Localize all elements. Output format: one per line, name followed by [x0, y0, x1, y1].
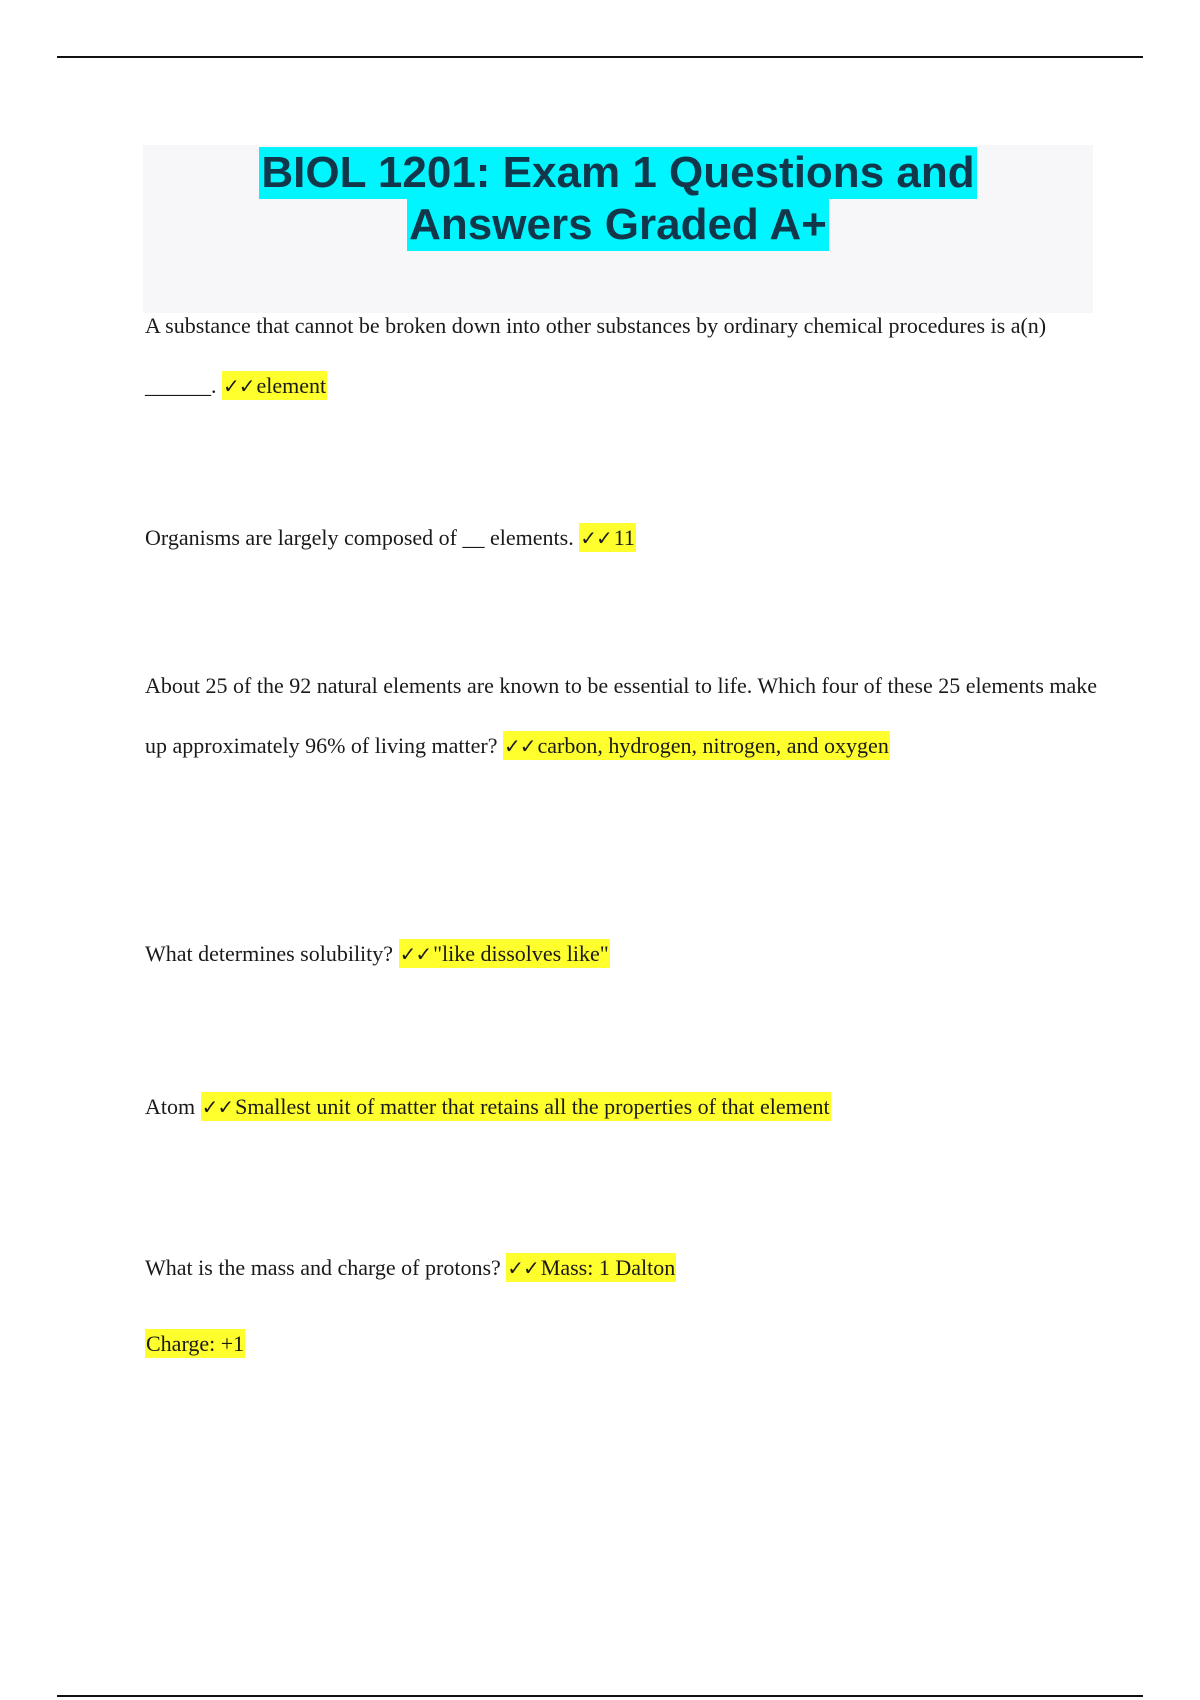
question-text: What is the mass and charge of protons? [145, 1255, 501, 1280]
answer-text: element [256, 373, 327, 398]
question-text: Atom [145, 1094, 196, 1119]
page-title-line-2: Answers Graded A+ [409, 200, 827, 249]
bottom-rule [57, 1695, 1143, 1697]
answer-text: "like dissolves like" [433, 941, 609, 966]
question-text: A substance that cannot be broken down into other substances by ordinary chemical procedures is a(n) ______. [145, 313, 1047, 398]
page-title-line-1: BIOL 1201: Exam 1 Questions and [261, 148, 975, 197]
answer-text: carbon, hydrogen, nitrogen, and oxygen [537, 733, 889, 758]
qa-item [145, 296, 1105, 416]
double-check-icon: ✓✓ [507, 1256, 539, 1280]
answer-highlight [506, 1253, 676, 1282]
qa-item [145, 508, 1105, 568]
double-check-icon: ✓✓ [580, 526, 612, 550]
answer-text: 11 [613, 525, 635, 550]
top-rule [57, 56, 1143, 58]
qa-item [145, 1230, 1105, 1381]
answer-highlight [222, 371, 327, 400]
answer-text: Smallest unit of matter that retains all the properties of that element [235, 1094, 830, 1119]
answer-highlight-line-2 [145, 1329, 245, 1358]
answer-highlight [503, 731, 890, 760]
qa-item [145, 656, 1105, 776]
title-banner [143, 145, 1093, 313]
answer-highlight [201, 1092, 831, 1121]
answer-text-line-2: Charge: +1 [146, 1331, 245, 1356]
qa-item [145, 924, 1105, 984]
double-check-icon: ✓✓ [504, 734, 536, 758]
answer-text: Mass: 1 Dalton [540, 1255, 676, 1280]
question-text: Organisms are largely composed of __ elements. [145, 525, 574, 550]
question-text: What determines solubility? [145, 941, 394, 966]
answer-highlight [579, 523, 636, 552]
question-text: About 25 of the 92 natural elements are known to be essential to life. Which four of these 25 elements make up approximately 96% of living matter? [145, 673, 1098, 758]
answer-highlight [399, 939, 610, 968]
qa-item [145, 1077, 1105, 1137]
double-check-icon: ✓✓ [399, 942, 432, 966]
double-check-icon: ✓✓ [223, 374, 255, 398]
double-check-icon: ✓✓ [201, 1095, 234, 1119]
